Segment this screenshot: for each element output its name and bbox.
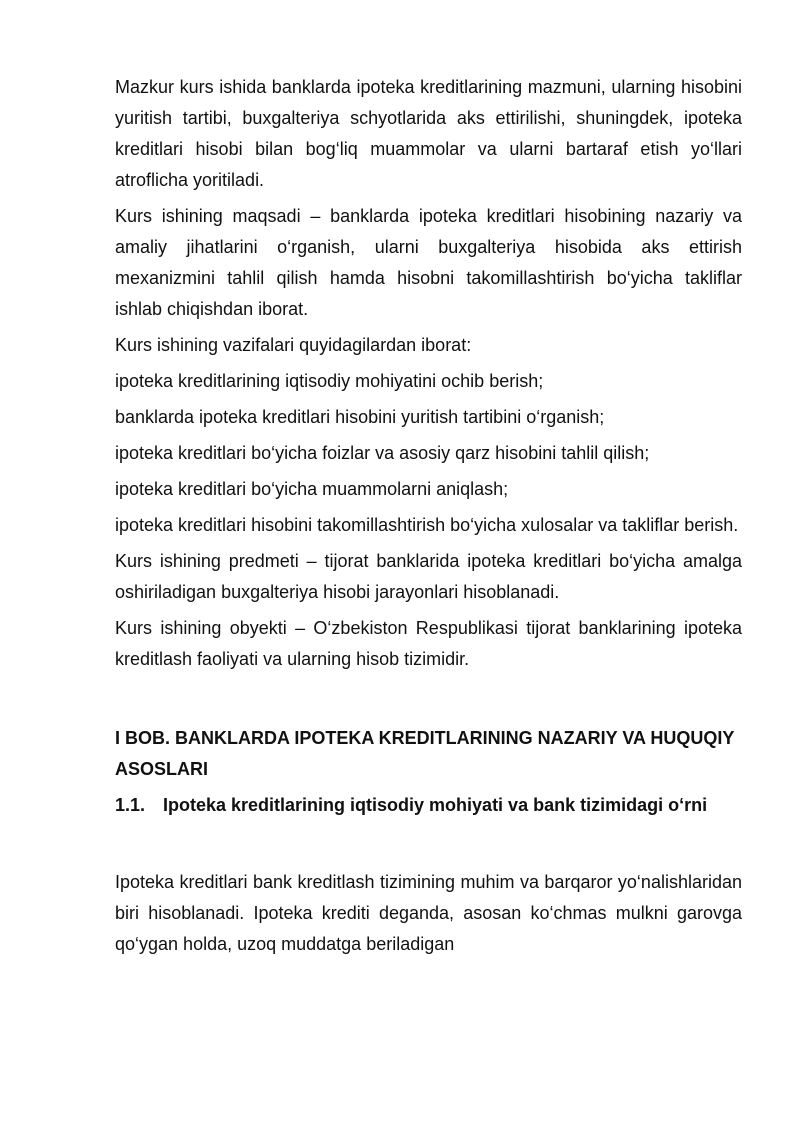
task-item: banklarda ipoteka kreditlari hisobini yuritish tartibini o‘rganish; bbox=[115, 407, 605, 427]
task-item: ipoteka kreditlari bo‘yicha foizlar va asosiy qarz hisobini tahlil qilish; bbox=[115, 443, 650, 463]
section-number: 1.1. bbox=[115, 795, 146, 815]
task-item: ipoteka kreditlari hisobini takomillashtirish bo‘yicha xulosalar va takliflar berish. bbox=[115, 515, 739, 535]
task-item: ipoteka kreditlari bo‘yicha muammolarni aniqlash; bbox=[115, 479, 509, 499]
body-paragraph: Ipoteka kreditlari bank kreditlash tizimining muhim va barqaror yo‘nalishlaridan biri hisoblanadi. Ipoteka krediti deganda, asosan ko‘chmas mulkni garovga qo‘ygan holda, uzoq muddatga beriladigan bbox=[115, 872, 742, 954]
chapter-heading: I BOB. BANKLARDA IPOTEKA KREDITLARINING NAZARIY VA HUQUQIY ASOSLARI bbox=[115, 728, 735, 779]
section-heading bbox=[115, 790, 742, 821]
section-title: Ipoteka kreditlarining iqtisodiy mohiyati va bank tizimidagi o‘rni bbox=[163, 795, 708, 815]
task-item: ipoteka kreditlarining iqtisodiy mohiyatini ochib berish; bbox=[115, 371, 544, 391]
object-paragraph: Kurs ishining obyekti – O‘zbekiston Respublikasi tijorat banklarining ipoteka kreditlash faoliyati va ularning hisob tizimidir. bbox=[115, 618, 742, 669]
subject-paragraph: Kurs ishining predmeti – tijorat banklarida ipoteka kreditlari bo‘yicha amalga oshiriladigan buxgalteriya hisobi jarayonlari hisoblanadi. bbox=[115, 551, 742, 602]
intro-paragraph: Mazkur kurs ishida banklarda ipoteka kreditlarining mazmuni, ularning hisobini yuritish tartibi, buxgalteriya schyotlarida aks ettirilishi, shuningdek, ipoteka kreditlari hisobi bilan bog‘liq muammolar va ularni bartaraf etish yo‘llari atroflicha yoritiladi. bbox=[115, 77, 742, 190]
tasks-intro: Kurs ishining vazifalari quyidagilardan iborat: bbox=[115, 335, 472, 355]
goal-paragraph: Kurs ishining maqsadi – banklarda ipoteka kreditlari hisobining nazariy va amaliy jihatlarini o‘rganish, ularni buxgalteriya hisobida aks ettirish mexanizmini tahlil qilish hamda hisobni takomillashtirish bo‘yicha takliflar ishlab chiqishdan iborat. bbox=[115, 206, 742, 319]
